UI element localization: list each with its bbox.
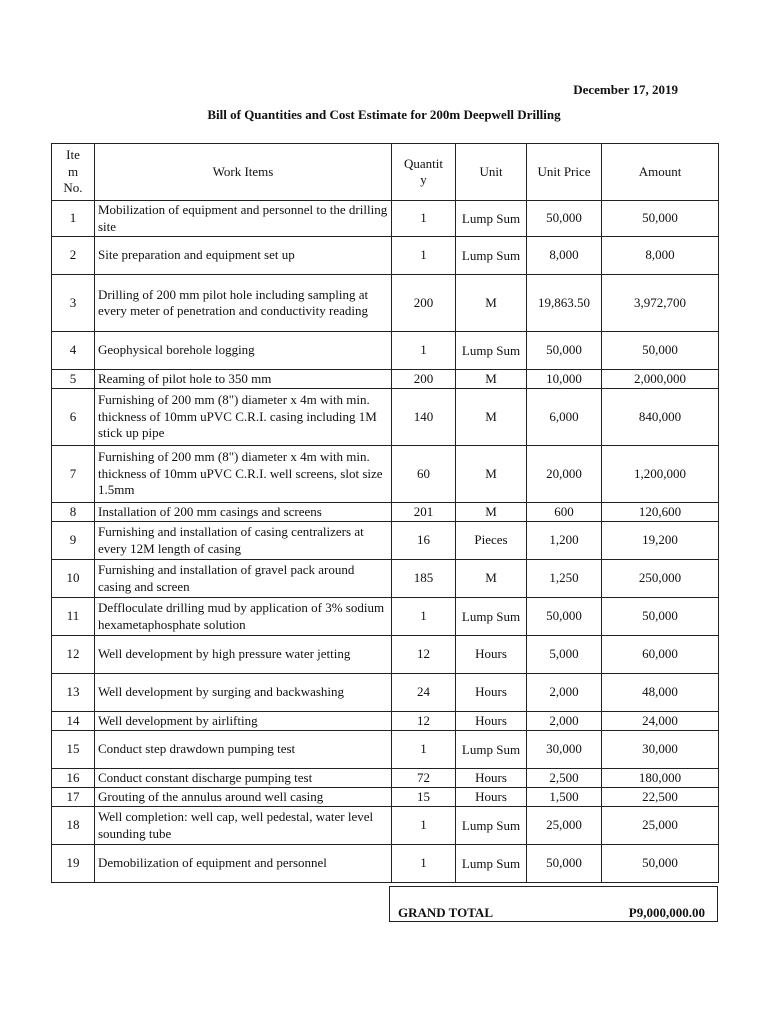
amount-cell: 48,000	[602, 674, 719, 712]
quantity-cell: 15	[392, 788, 456, 807]
work-item-cell: Well development by airlifting	[95, 712, 392, 731]
unit-price-cell: 30,000	[527, 731, 602, 769]
work-item-cell: Reaming of pilot hole to 350 mm	[95, 370, 392, 389]
amount-cell: 120,600	[602, 503, 719, 522]
quantity-cell: 1	[392, 201, 456, 237]
work-item-cell: Drilling of 200 mm pilot hole including sampling at every meter of penetration and conductivity reading	[95, 275, 392, 332]
unit-cell: M	[456, 560, 527, 598]
quantity-cell: 1	[392, 598, 456, 636]
item-no-cell: 6	[52, 389, 95, 446]
item-no-cell: 1	[52, 201, 95, 237]
grand-total-value: P9,000,000.00	[628, 905, 705, 920]
quantity-cell: 200	[392, 370, 456, 389]
amount-cell: 3,972,700	[602, 275, 719, 332]
table-row	[52, 522, 719, 560]
table-row	[52, 503, 719, 522]
item-no-cell: 14	[52, 712, 95, 731]
item-no-cell: 3	[52, 275, 95, 332]
unit-cell: M	[456, 446, 527, 503]
amount-cell: 22,500	[602, 788, 719, 807]
unit-cell: M	[456, 370, 527, 389]
work-item-cell: Conduct step drawdown pumping test	[95, 731, 392, 769]
quantity-cell: 1	[392, 845, 456, 883]
quantity-cell: 1	[392, 332, 456, 370]
work-item-cell: Deffloculate drilling mud by application of 3% sodium hexametaphosphate solution	[95, 598, 392, 636]
item-no-cell: 13	[52, 674, 95, 712]
table-row	[52, 370, 719, 389]
table-row	[52, 731, 719, 769]
unit-price-cell: 2,000	[527, 674, 602, 712]
unit-price-cell: 1,200	[527, 522, 602, 560]
unit-price-cell: 20,000	[527, 446, 602, 503]
quantity-cell: 185	[392, 560, 456, 598]
unit-price-cell: 1,250	[527, 560, 602, 598]
unit-cell: Lump Sum	[456, 731, 527, 769]
amount-cell: 840,000	[602, 389, 719, 446]
amount-cell: 30,000	[602, 731, 719, 769]
table-row	[52, 807, 719, 845]
unit-cell: Lump Sum	[456, 201, 527, 237]
header-unit-price: Unit Price	[527, 144, 602, 201]
unit-cell: Hours	[456, 674, 527, 712]
table-row	[52, 674, 719, 712]
unit-price-cell: 2,000	[527, 712, 602, 731]
unit-price-cell: 50,000	[527, 332, 602, 370]
work-item-cell: Well completion: well cap, well pedestal, water level sounding tube	[95, 807, 392, 845]
table-row	[52, 389, 719, 446]
amount-cell: 50,000	[602, 845, 719, 883]
grand-total-label: GRAND TOTAL	[398, 905, 493, 920]
amount-cell: 19,200	[602, 522, 719, 560]
unit-cell: Hours	[456, 769, 527, 788]
work-item-cell: Well development by surging and backwashing	[95, 674, 392, 712]
table-row	[52, 636, 719, 674]
work-item-cell: Mobilization of equipment and personnel to the drilling site	[95, 201, 392, 237]
unit-price-cell: 600	[527, 503, 602, 522]
work-item-cell: Furnishing of 200 mm (8") diameter x 4m with min. thickness of 10mm uPVC C.R.I. well screens, slot size 1.5mm	[95, 446, 392, 503]
quantity-cell: 72	[392, 769, 456, 788]
item-no-cell: 12	[52, 636, 95, 674]
table-row	[52, 598, 719, 636]
amount-cell: 8,000	[602, 237, 719, 275]
unit-cell: Hours	[456, 712, 527, 731]
item-no-cell: 5	[52, 370, 95, 389]
work-item-cell: Furnishing of 200 mm (8") diameter x 4m with min. thickness of 10mm uPVC C.R.I. casing including 1M stick up pipe	[95, 389, 392, 446]
quantity-cell: 201	[392, 503, 456, 522]
unit-cell: Lump Sum	[456, 807, 527, 845]
quantity-cell: 16	[392, 522, 456, 560]
item-no-cell: 11	[52, 598, 95, 636]
work-item-cell: Site preparation and equipment set up	[95, 237, 392, 275]
unit-cell: M	[456, 503, 527, 522]
table-row	[52, 201, 719, 237]
unit-price-cell: 6,000	[527, 389, 602, 446]
header-amount: Amount	[602, 144, 719, 201]
item-no-cell: 18	[52, 807, 95, 845]
work-item-cell: Demobilization of equipment and personnel	[95, 845, 392, 883]
unit-price-cell: 25,000	[527, 807, 602, 845]
document-title: Bill of Quantities and Cost Estimate for 200m Deepwell Drilling	[207, 107, 561, 122]
table-row	[52, 845, 719, 883]
amount-cell: 250,000	[602, 560, 719, 598]
amount-cell: 2,000,000	[602, 370, 719, 389]
unit-cell: Lump Sum	[456, 598, 527, 636]
table-row	[52, 769, 719, 788]
item-no-cell: 17	[52, 788, 95, 807]
amount-cell: 50,000	[602, 598, 719, 636]
grand-total-box	[389, 886, 718, 922]
unit-price-cell: 5,000	[527, 636, 602, 674]
work-item-cell: Installation of 200 mm casings and screens	[95, 503, 392, 522]
item-no-cell: 4	[52, 332, 95, 370]
quantity-cell: 140	[392, 389, 456, 446]
unit-price-cell: 50,000	[527, 201, 602, 237]
table-header-row	[52, 144, 719, 201]
table-row	[52, 560, 719, 598]
item-no-cell: 9	[52, 522, 95, 560]
unit-cell: Hours	[456, 788, 527, 807]
work-item-cell: Grouting of the annulus around well casing	[95, 788, 392, 807]
header-work-items: Work Items	[95, 144, 392, 201]
work-item-cell: Geophysical borehole logging	[95, 332, 392, 370]
table-row	[52, 332, 719, 370]
table-row	[52, 237, 719, 275]
unit-price-cell: 50,000	[527, 598, 602, 636]
unit-cell: Hours	[456, 636, 527, 674]
item-no-cell: 8	[52, 503, 95, 522]
table-row	[52, 275, 719, 332]
amount-cell: 50,000	[602, 332, 719, 370]
quantity-cell: 12	[392, 636, 456, 674]
unit-price-cell: 2,500	[527, 769, 602, 788]
header-quantity: Quantit y	[392, 144, 456, 201]
table-row	[52, 788, 719, 807]
work-item-cell: Well development by high pressure water jetting	[95, 636, 392, 674]
work-item-cell: Furnishing and installation of casing centralizers at every 12M length of casing	[95, 522, 392, 560]
item-no-cell: 15	[52, 731, 95, 769]
amount-cell: 1,200,000	[602, 446, 719, 503]
amount-cell: 60,000	[602, 636, 719, 674]
quantity-cell: 60	[392, 446, 456, 503]
item-no-cell: 10	[52, 560, 95, 598]
unit-cell: Pieces	[456, 522, 527, 560]
table-row	[52, 712, 719, 731]
amount-cell: 24,000	[602, 712, 719, 731]
document-date: December 17, 2019	[573, 82, 678, 97]
item-no-cell: 16	[52, 769, 95, 788]
quantity-cell: 1	[392, 807, 456, 845]
unit-cell: M	[456, 389, 527, 446]
unit-cell: M	[456, 275, 527, 332]
bill-of-quantities-table	[51, 143, 719, 883]
work-item-cell: Furnishing and installation of gravel pack around casing and screen	[95, 560, 392, 598]
amount-cell: 50,000	[602, 201, 719, 237]
unit-price-cell: 10,000	[527, 370, 602, 389]
header-item-no: Ite m No.	[52, 144, 95, 201]
work-item-cell: Conduct constant discharge pumping test	[95, 769, 392, 788]
quantity-cell: 12	[392, 712, 456, 731]
unit-cell: Lump Sum	[456, 332, 527, 370]
header-unit: Unit	[456, 144, 527, 201]
item-no-cell: 19	[52, 845, 95, 883]
unit-cell: Lump Sum	[456, 845, 527, 883]
quantity-cell: 1	[392, 237, 456, 275]
quantity-cell: 200	[392, 275, 456, 332]
amount-cell: 180,000	[602, 769, 719, 788]
table-row	[52, 446, 719, 503]
quantity-cell: 24	[392, 674, 456, 712]
unit-price-cell: 8,000	[527, 237, 602, 275]
unit-price-cell: 19,863.50	[527, 275, 602, 332]
amount-cell: 25,000	[602, 807, 719, 845]
item-no-cell: 2	[52, 237, 95, 275]
item-no-cell: 7	[52, 446, 95, 503]
unit-price-cell: 50,000	[527, 845, 602, 883]
unit-cell: Lump Sum	[456, 237, 527, 275]
quantity-cell: 1	[392, 731, 456, 769]
unit-price-cell: 1,500	[527, 788, 602, 807]
